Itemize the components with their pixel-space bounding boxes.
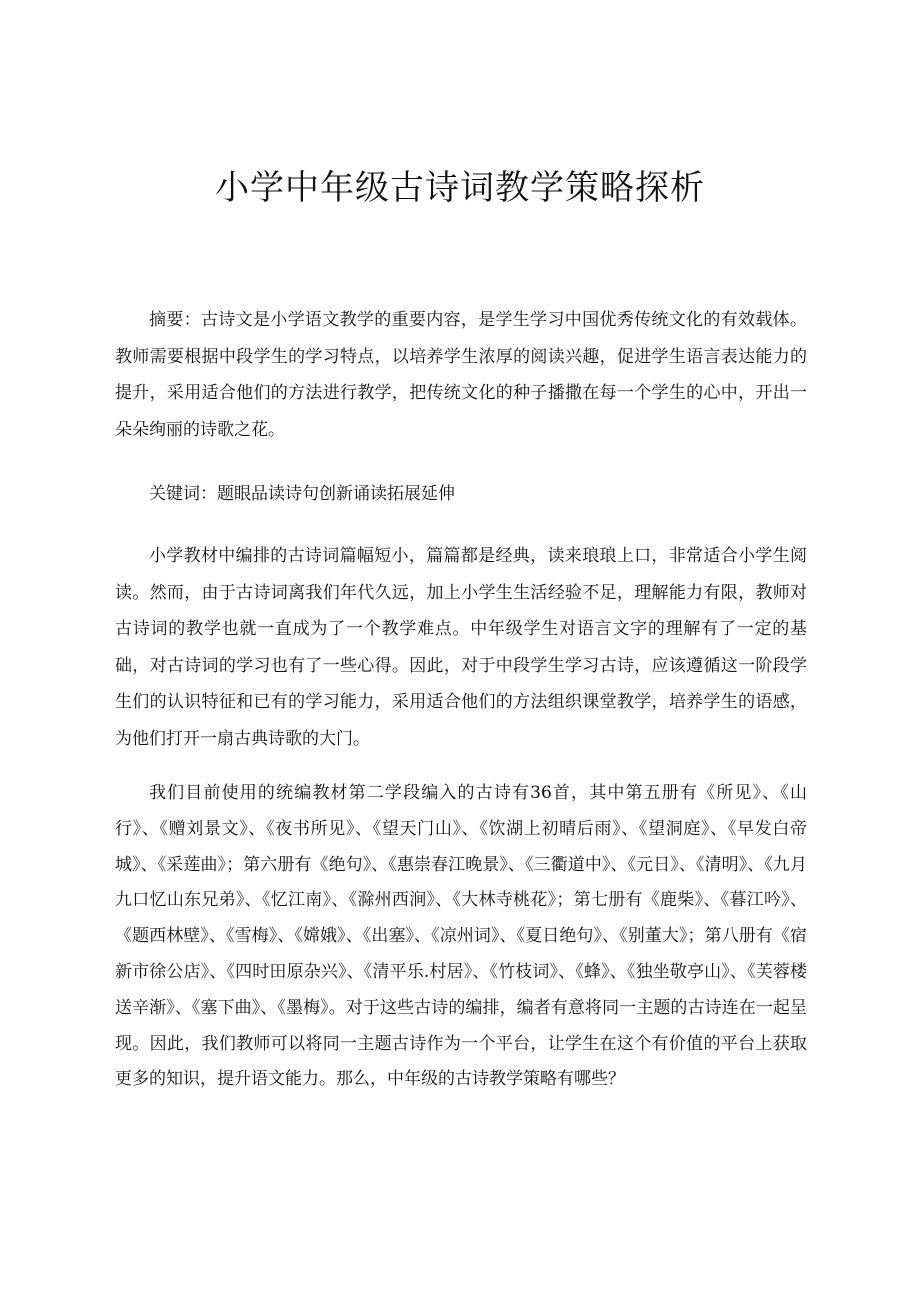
- body-paragraph-intro: 小学教材中编排的古诗词篇幅短小，篇篇都是经典，读来琅琅上口，非常适合小学生阅读。然而，由于古诗词离我们年代久远，加上小学生生活经验不足，理解能力有限，教师对古诗词的教学也就一直成为了一个教学难点。中年级学生对语言文字的理解有了一定的基础，对古诗词的学习也有了一些心得。因此，对于中段学生学习古诗，应该遵循这一阶段学生们的认识特征和已有的学习能力，采用适合他们的方法组织课堂教学，培养学生的语感，为他们打开一扇古典诗歌的大门。: [115, 546, 807, 749]
- keywords-line: 关键词：题眼品读诗句创新诵读拓展延伸: [149, 484, 455, 504]
- page-title: 小学中年级古诗词教学策略探析: [215, 168, 705, 208]
- abstract-paragraph: 摘要：古诗文是小学语文教学的重要内容，是学生学习中国优秀传统文化的有效载体。教师需要根据中段学生的学习特点，以培养学生浓厚的阅读兴趣，促进学生语言表达能力的提升，采用适合他们的方法进行教学，把传统文化的种子播撒在每一个学生的心中，开出一朵朵绚丽的诗歌之花。: [115, 310, 807, 440]
- body-paragraph-textbook-poems: 我们目前使用的统编教材第二学段编入的古诗有36首，其中第五册有《所见》、《山行》、《赠刘景文》、《夜书所见》、《望天门山》、《饮湖上初晴后雨》、《望洞庭》、《早发白帝城》、《采莲曲》；第六册有《绝句》、《惠崇春江晚景》、《三衢道中》、《元日》、《清明》、《九月九口忆山东兄弟》、《忆江南》、《滁州西涧》、《大林寺桃花》；第七册有《鹿柴》、《暮江吟》、《题西林壁》、《雪梅》、《嫦娥》、《出塞》、《凉州词》、《夏日绝句》、《别董大》；第八册有《宿新市徐公店》、《四时田原杂兴》、《清平乐.村居》、《竹枝词》、《蜂》、《独坐敬亭山》、《芙蓉楼送辛渐》、《塞下曲》、《墨梅》。对于这些古诗的编排，编者有意将同一主题的古诗连在一起呈现。因此，我们教师可以将同一主题古诗作为一个平台，让学生在这个有价值的平台上获取更多的知识，提升语文能力。那么，中年级的古诗教学策略有哪些？: [115, 783, 807, 1090]
